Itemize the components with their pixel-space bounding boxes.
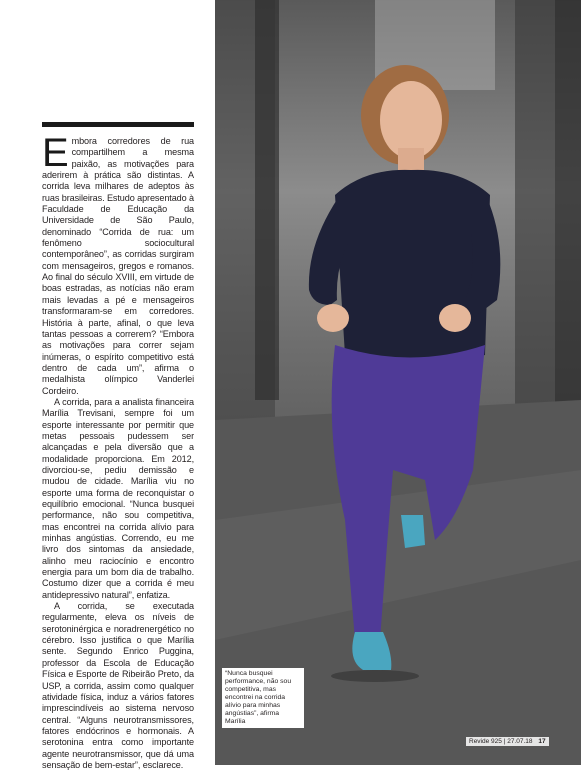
page-number: 17 [538,738,546,745]
right-hand [439,304,471,332]
runner-illustration [215,0,581,765]
drop-cap: E [42,131,69,175]
article-body [42,131,194,771]
tree-trunk [555,0,581,430]
runner-photo [215,0,581,765]
article-column [42,122,194,771]
folio-date: 27.07.18 [507,738,533,745]
column-top-rule [42,122,194,127]
tree-trunk [515,0,555,420]
shirt [335,170,490,364]
article-paragraph-2: A corrida, para a analista financeira Marília Trevisani, sempre foi um esporte interessante por permitir que metas pessoais pudessem ser alcançadas e pela diversão que a modalidade proporciona. Em 2012, divorciou-se, pediu demissão e mudou de cidade. Marília viu no esporte uma forma de reconquistar o equilíbrio emocional. “Nunca busquei performance, não sou competitiva, mas encontrei na corrida alívio para minhas angústias. Correndo, eu me livro dos sintomas da ansiedade, alinho meu raciocínio e encontro energia para um bom dia de trabalho. Costumo dizer que a corrida é meu antidepressivo natural”, enfatiza. [42,396,194,600]
left-hand [317,304,349,332]
page-folio [466,737,549,746]
face [380,81,442,159]
paragraph-1-text: mbora corredores de rua compartilhem a mesma paixão, as motivações para aderirem à prática são distintas. A corrida leva milhares de adeptos às ruas brasileiras. Estudo apresentado à Faculdade de Educação da Universidade de São Paulo, denominado “Corrida de rua: um fenômeno sociocultural contemporâneo”, as corridas surgiram com mensageiros, gregos e romanos. Ao final do século XVIII, em virtude de boas estradas, as notícias não eram mais levadas a pé e mensageiros transformaram-se em corredores. História à parte, afinal, o que leva tantas pessoas a correrem? “Embora as motivações para correr sejam inúmeras, o espírito competitivo está dentro de cada um”, afirma o medalhista olímpico Vanderlei Cordeiro. [42,136,194,396]
article-paragraph-1 [42,131,194,397]
back-shoe [401,515,425,548]
article-paragraph-3: A corrida, se executada regularmente, eleva os níveis de serotoninérgica e noradrenergético no cérebro. Isso justifica o que Marília sente. Segundo Enrico Puggina, professor da Escola de Educação Física e Esporte de Ribeirão Preto, da USP, a corrida, assim como qualquer atividade física, induz a vários fatores imprescindíveis ao sistema nervoso central. “Alguns neurotransmissores, fatores endócrinos e hormonais. A serotonina entra como importante agente neurotransmissor, que dá uma sensação de bem-estar”, esclarece. [42,601,194,770]
tree-trunk [255,0,279,400]
runner-shadow [331,670,419,682]
folio-separator: | [503,738,508,745]
photo-caption: “Nunca busquei performance, não sou competitiva, mas encontrei na corrida alívio para minhas angústias”, afirma Marília [222,668,304,728]
folio-publication: Revide 925 [469,738,502,745]
